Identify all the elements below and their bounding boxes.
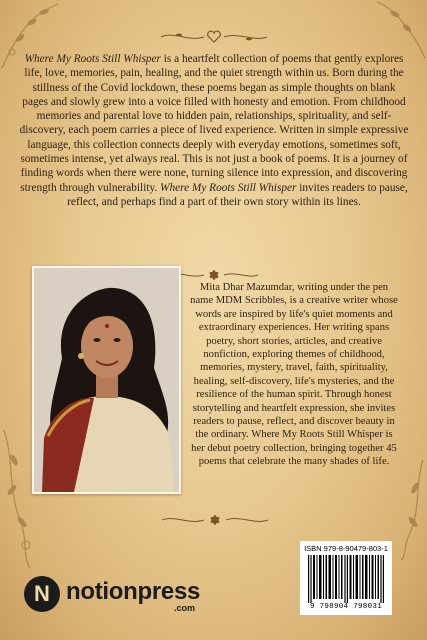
blurb-title-mid: Where My Roots Still Whisper — [160, 181, 297, 194]
author-photo — [32, 266, 181, 494]
author-portrait-illustration — [34, 268, 179, 492]
barcode-digits: 9 798904 798031 — [309, 603, 382, 611]
publisher-logo-mark: N — [24, 576, 60, 612]
publisher-logo — [24, 576, 204, 616]
floral-corner-top-right — [377, 0, 427, 60]
blurb-paragraph-1: is a heartfelt collection of poems that gently explores life, love, memories, pain, healing, and the quiet strength within us. Born during the stillness of the Covid lockdown, these poems began as simple thoughts on blank pages and slowly grew into a voice filled with honesty and emotion. From childhood memories and parental love to hidden pain, relationships, spirituality, and self-discovery, each poem carries a piece of lived experience. Written in simple expressive language, this collection connects deeply with everyday emotions, sometimes soft, sometimes intense, yet always real. This is not just a book of poems. It is a journey of finding words when there were none, turning silence into expression, and discovering strength through vulnerability. — [19, 53, 409, 194]
publisher-domain: .com — [174, 603, 196, 613]
blurb-title-lead: Where My Roots Still Whisper — [24, 53, 161, 65]
author-bio: Mita Dhar Mazumdar, writing under the pen name MDM Scribbles, is a creative writer whose words are inspired by life's quiet moments and extraordinary experiences. Her writing spans poetry, short stories, articles, and creative nonfiction, exploring themes of childhood, memories, mystery, travel, faith, spirituality, healing, self-discovery, life's mysteries, and the resilience of the human spirit. Through honest storytelling and heartfelt expression, she invites readers to pause, reflect, and discover beauty in the ordinary. Where My Roots Still Whisper is her debut poetry collection, bringing together 45 poems that celebrate the many shades of life. — [190, 282, 398, 468]
book-blurb — [19, 52, 409, 209]
barcode-bars — [308, 555, 384, 603]
flower-ornament-bottom — [160, 511, 270, 529]
isbn-barcode — [300, 541, 392, 615]
blurb-paragraph-2: invites readers to pause, reflect, and perhaps find a part of their own story within its lines. — [67, 181, 408, 208]
publisher-name: notionpress — [66, 578, 201, 605]
isbn-label: ISBN 979-8-90479-803-1 — [304, 544, 388, 553]
heart-ornament — [159, 28, 269, 46]
